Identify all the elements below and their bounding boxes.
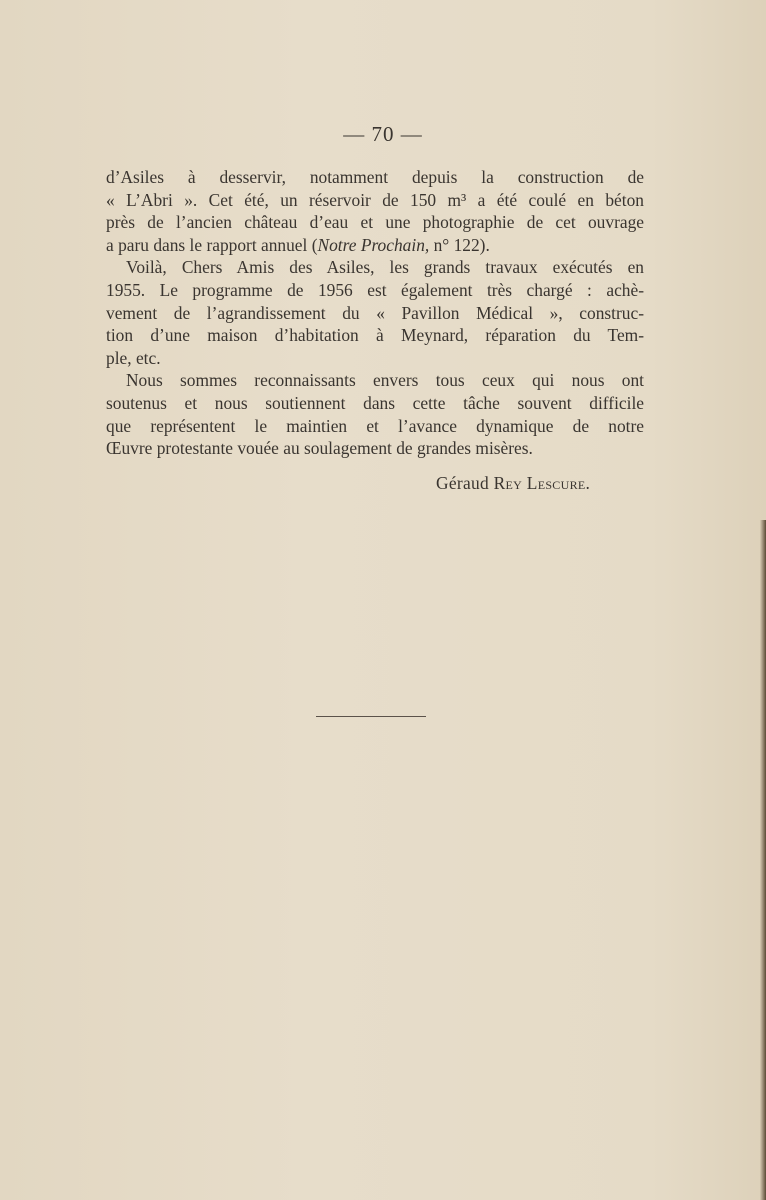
text-line: d’Asiles à desservir, notamment depuis la construction de — [106, 167, 644, 187]
text-line: soutenus et nous soutiennent dans cette tâche souvent difficile — [106, 392, 644, 413]
text-line: ple, etc. — [106, 347, 161, 368]
text-line: Œuvre protestante vouée au soulagement de grandes misères. — [106, 438, 533, 459]
text-line: 1955. Le programme de 1956 est également très chargé : achè- — [106, 279, 644, 300]
page-number: — 70 — — [343, 122, 423, 146]
text-line: que représentent le maintien et l’avance dynamique de notre — [106, 415, 644, 436]
text-line: tion d’une maison d’habitation à Meynard, réparation du Tem- — [106, 325, 644, 346]
text-segment: n° 122). — [429, 234, 490, 255]
text-line: Nous sommes reconnaissants envers tous ceux qui nous ont — [126, 370, 644, 391]
signature — [436, 473, 590, 494]
text-line: près de l’ancien château d’eau et une photographie de cet ouvrage — [106, 212, 644, 233]
text-segment: a paru dans le rapport annuel ( — [106, 234, 318, 255]
closing-rule — [316, 716, 426, 717]
text-line — [106, 234, 644, 257]
text-line: Voilà, Chers Amis des Asiles, les grands travaux exécutés en — [126, 257, 644, 278]
signature-last-name: Rey Lescure. — [493, 473, 591, 493]
page-edge-shadow — [760, 520, 766, 1200]
letter-body — [106, 166, 644, 460]
publication-title: Notre Prochain, — [317, 234, 430, 255]
text-line: vement de l’agrandissement du « Pavillon Médical », construc- — [106, 302, 644, 323]
signature-first-name: Géraud — [436, 473, 489, 493]
text-line: « L’Abri ». Cet été, un réservoir de 150 m³ a été coulé en béton — [106, 189, 644, 210]
